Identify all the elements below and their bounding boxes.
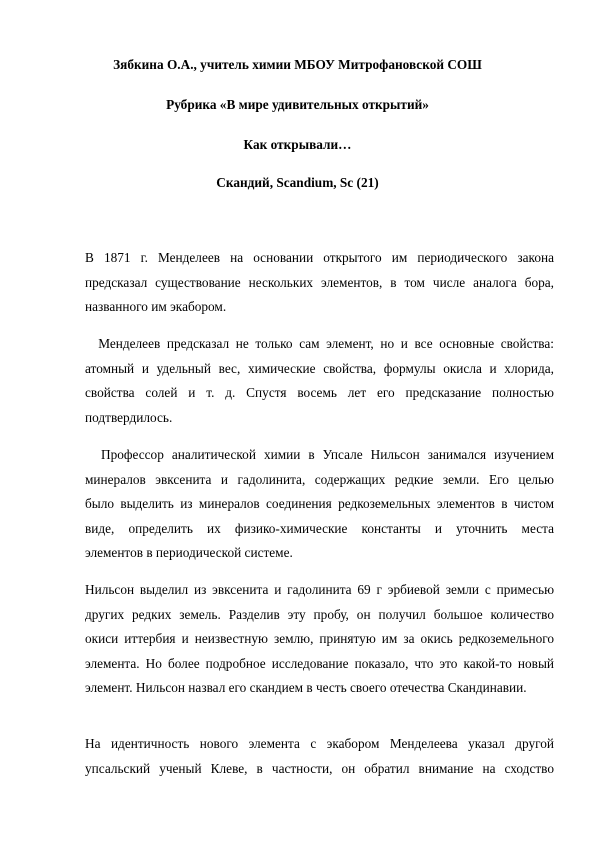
paragraph-line: Менделеев предсказал не только сам элемент, но и все основные свойства: <box>85 336 554 351</box>
paragraph-line: элементов в периодической системе. <box>85 545 293 560</box>
paragraph-2 <box>85 332 554 430</box>
document-title: Скандий, Scandium, Sc (21) <box>216 175 379 190</box>
author-line: Зябкина О.А., учитель химии МБОУ Митрофановской СОШ <box>113 57 482 72</box>
rubric-line: Рубрика «В мире удивительных открытий» <box>166 97 429 112</box>
paragraph-3 <box>85 443 554 566</box>
paragraph-line: свойства солей и т. д. Спустя восемь лет его предсказание полностью <box>85 385 554 400</box>
series-line: Как открывали… <box>243 137 352 152</box>
paragraph-line: окиси иттербия и неизвестную землю, принятую им за окись редкоземельного <box>85 631 554 646</box>
paragraph-4 <box>85 578 554 701</box>
paragraph-5 <box>85 732 554 781</box>
paragraph-line: минералов эвксенита и гадолинита, содержащих редкие земли. Его целью <box>85 471 554 487</box>
paragraph-line: виде, определить их физико-химические константы и уточнить места <box>85 520 554 536</box>
paragraph-line: Нильсон выделил из эвксенита и гадолинита 69 г эрбиевой земли с примесью <box>85 582 554 597</box>
paragraph-line: предсказал существование нескольких элементов, в том числе аналога бора, <box>85 274 554 290</box>
paragraph-line: элемента. Но более подробное исследование показало, что это какой-то новый <box>85 655 554 671</box>
paragraph-line: На идентичность нового элемента с экабором Менделеева указал другой <box>85 736 554 751</box>
paragraph-line: атомный и удельный вес, химические свойства, формулы окисла и хлорида, <box>85 360 554 376</box>
paragraph-line: других редких земель. Разделив эту пробу, он получил большое количество <box>85 606 554 622</box>
paragraph-line: Профессор аналитической химии в Упсале Нильсон занимался изучением <box>85 447 554 462</box>
paragraph-line: подтвердилось. <box>85 409 173 425</box>
paragraph-line: элемент. Нильсон назвал его скандием в честь своего отечества Скандинавии. <box>85 680 527 695</box>
paragraph-line: было выделить из минералов соединения редкоземельных элементов в чистом <box>85 496 554 511</box>
paragraph-line: В 1871 г. Менделеев на основании открытого им периодического закона <box>85 250 554 265</box>
paragraph-1 <box>85 246 554 320</box>
paragraph-line: названного им экабором. <box>85 299 227 314</box>
paragraph-line: упсальский ученый Клеве, в частности, он обратил внимание на сходство <box>85 760 554 776</box>
